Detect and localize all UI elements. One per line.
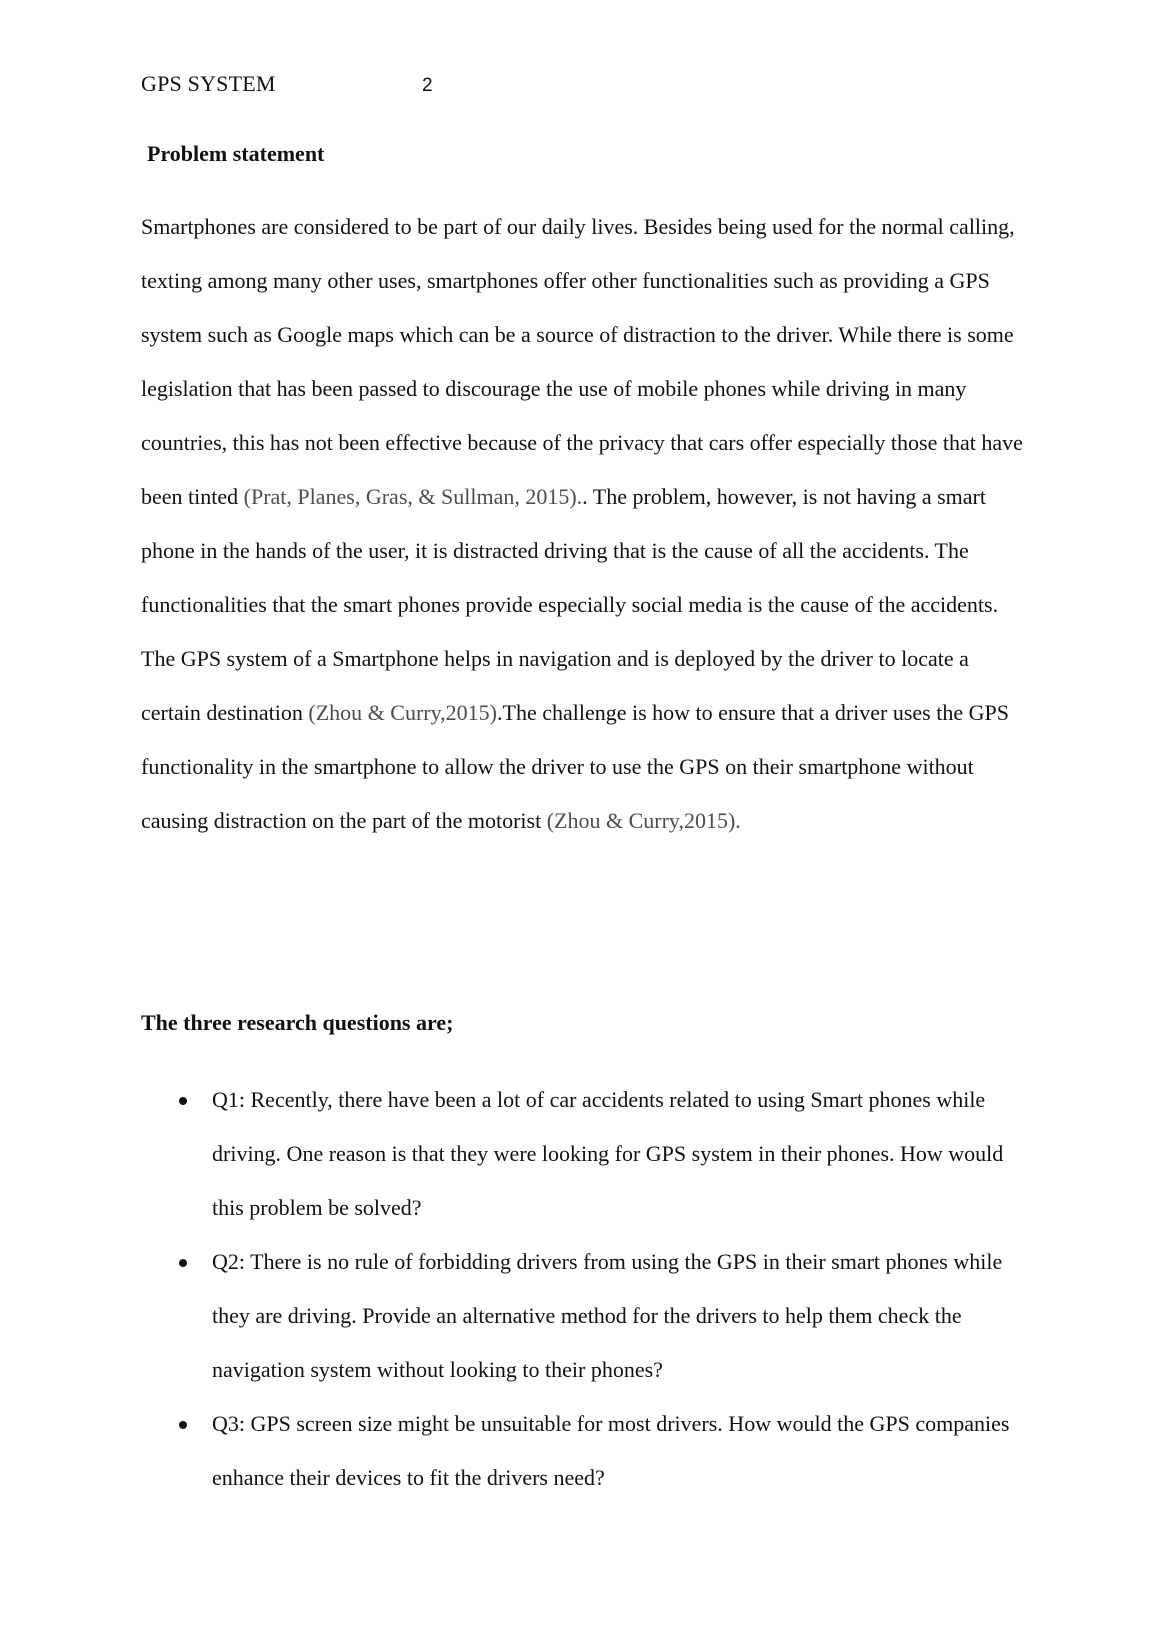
research-questions-list	[141, 1073, 1031, 1505]
paragraph-text-part-2: . The problem, however, is not having a smart phone in the hands of the user, it is distracted driving that is the cause of all the accidents. The functionalities that the smart phones provide especially social media is the cause of the accidents. The GPS system of a Smartphone helps in navigation and is deployed by the driver to locate a certain destination	[141, 484, 999, 725]
research-question-3-text: Q3: GPS screen size might be unsuitable for most drivers. How would the GPS companies enhance their devices to fit the drivers need?	[212, 1411, 1010, 1490]
research-question-2	[141, 1235, 1012, 1397]
research-question-1-text: Q1: Recently, there have been a lot of car accidents related to using Smart phones while driving. One reason is that they were looking for GPS system in their phones. How would this problem be solved?	[212, 1087, 1004, 1220]
research-question-1	[141, 1073, 1012, 1235]
bullet-icon	[179, 1421, 187, 1429]
paragraph-text-part-1: Smartphones are considered to be part of our daily lives. Besides being used for the normal calling, texting among many other uses, smartphones offer other functionalities such as providing a GPS system such as Google maps which can be a source of distraction to the driver. While there is some legislation that has been passed to discourage the use of mobile phones while driving in many countries, this has not been effective because of the privacy that cars offer especially those that have been tinted	[141, 214, 1023, 509]
bullet-icon	[179, 1097, 187, 1105]
research-questions-heading: The three research questions are;	[141, 1010, 454, 1035]
problem-statement-paragraph	[141, 200, 1031, 848]
bullet-icon	[179, 1259, 187, 1267]
page-number: 2	[422, 75, 433, 96]
research-question-3	[141, 1397, 1012, 1505]
research-question-2-text: Q2: There is no rule of forbidding drivers from using the GPS in their smart phones while they are driving. Provide an alternative method for the drivers to help them check the navigation system without looking to their phones?	[212, 1249, 1003, 1382]
citation-zhou-curry-2015-b: (Zhou & Curry,2015).	[546, 808, 741, 833]
running-head: GPS SYSTEM	[141, 71, 276, 96]
citation-prat-2015: (Prat, Planes, Gras, & Sullman, 2015).	[243, 484, 583, 509]
citation-zhou-curry-2015-a: (Zhou & Curry,2015)	[308, 700, 497, 725]
paragraph-text-part-3: .The challenge is how to ensure that a driver uses the GPS functionality in the smartphone to allow the driver to use the GPS on their smartphone without causing distraction on the part of the motorist	[141, 700, 1009, 833]
problem-statement-heading: Problem statement	[147, 141, 325, 166]
